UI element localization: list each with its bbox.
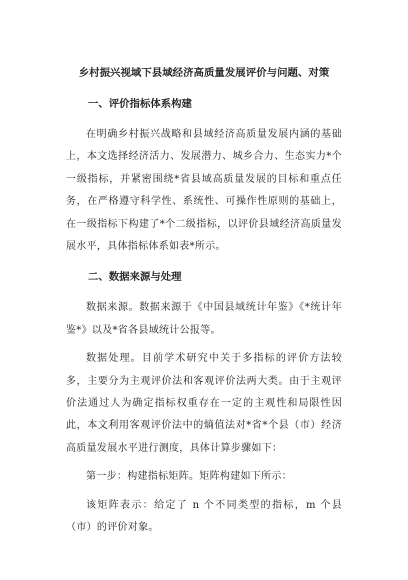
section-2-paragraph-2: 数据处理。目前学术研究中关于多指标的评价方法较多，主要分为主观评价法和客观评价法两大类。由于主观评价法通过人为确定指标权重存在一定的主观性和局限性因此，本文利用客观评价法中的熵值法对*省*个县（市）经济高质量发展水平进行测度，具体计算步骤如下： xyxy=(66,353,342,454)
document-title: 乡村振兴视域下县域经济高质量发展评价与问题、对策 xyxy=(78,67,330,79)
section-2-paragraph-4: 该矩阵表示：给定了 n 个不同类型的指标，m 个县（市）的评价对象。 xyxy=(66,499,342,534)
section-heading-1: 一、评价指标体系构建 xyxy=(88,98,192,110)
section-2-paragraph-3: 第一步：构建指标矩阵。矩阵构建如下所示： xyxy=(86,471,292,483)
section-1-paragraph-1: 在明确乡村振兴战略和县域经济高质量发展内涵的基础上，本文选择经济活力、发展潜力、城乡合力、生态实力*个一级指标，并紧密围绕*省县域高质量发展的目标和重点任务，在严格遵守科学性、系统性、可操作性原则的基础上，在一级指标下构建了*个二级指标，以评价县域经济高质量发展水平，具体指标体系如表*所示。 xyxy=(66,129,342,253)
section-2-paragraph-1: 数据来源。数据来源于《中国县域统计年鉴》《*统计年鉴*》以及*省各县域统计公报等。 xyxy=(66,302,342,336)
section-heading-2: 二、数据来源与处理 xyxy=(88,271,182,284)
